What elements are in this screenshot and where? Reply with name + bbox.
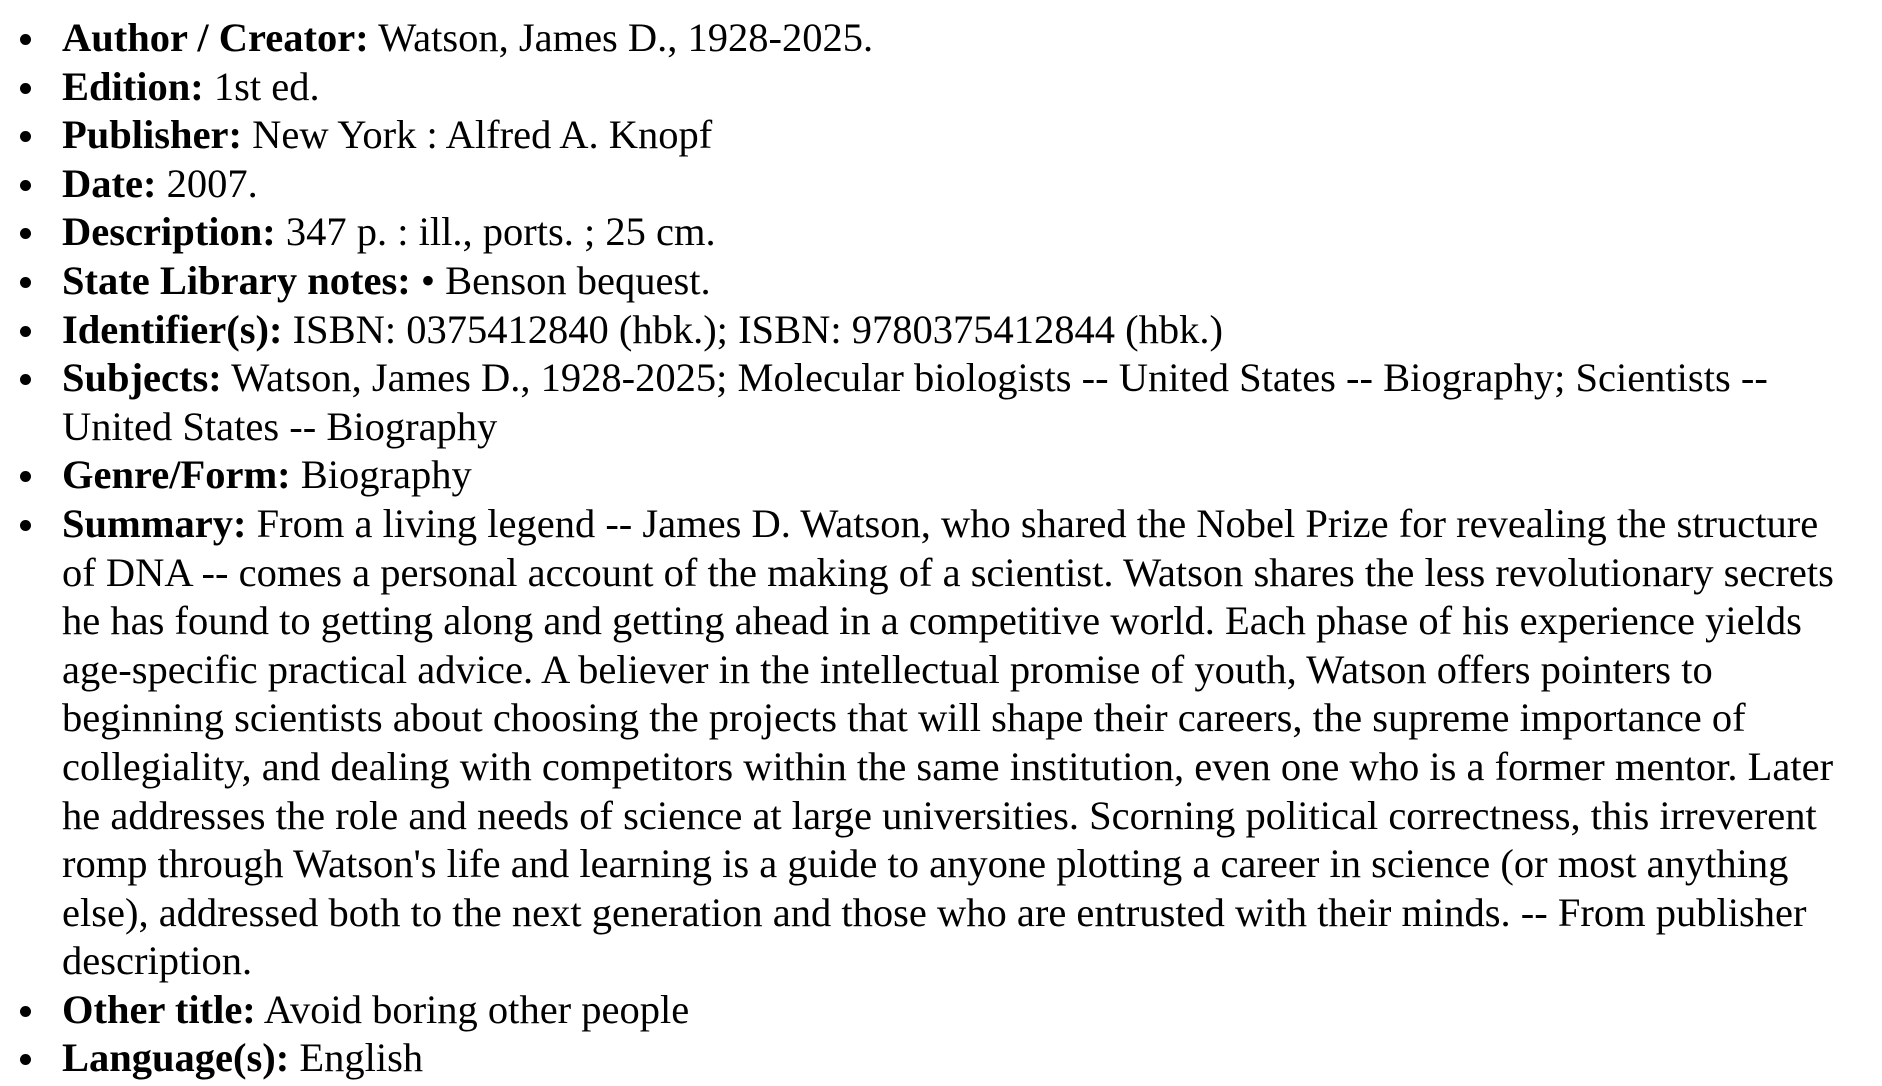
field-value: New York : Alfred A. Knopf xyxy=(252,112,713,158)
field-label: Summary: xyxy=(62,500,247,546)
field-date xyxy=(62,160,1862,209)
field-identifiers xyxy=(62,306,1862,355)
field-label: Language(s): xyxy=(62,1035,290,1081)
field-value: 2007. xyxy=(166,160,258,206)
field-value: Watson, James D., 1928-2025. xyxy=(378,15,874,60)
field-label: Other title: xyxy=(62,986,256,1032)
field-value: English xyxy=(299,1035,424,1081)
field-label: Edition: xyxy=(62,63,204,109)
field-label: Identifier(s): xyxy=(62,306,283,352)
field-label: Author / Creator: xyxy=(62,15,369,60)
field-publisher xyxy=(62,111,1862,160)
field-value: Avoid boring other people xyxy=(263,986,690,1032)
field-genre-form xyxy=(62,451,1862,500)
field-value: ISBN: 0375412840 (hbk.); ISBN: 9780375412844 (hbk.) xyxy=(292,306,1223,352)
field-languages xyxy=(62,1034,1862,1083)
field-description xyxy=(62,208,1862,257)
field-value: Biography xyxy=(300,452,472,498)
field-label: Subjects: xyxy=(62,355,222,401)
field-subjects xyxy=(62,354,1862,451)
field-other-title xyxy=(62,986,1862,1035)
field-label: Description: xyxy=(62,209,276,255)
field-value: From a living legend -- James D. Watson, who shared the Nobel Prize for revealing the structure of DNA -- comes a personal account of the making of a scientist. Watson shares the less revolutionary secrets he has found to getting along and getting ahead in a competitive world. Each phase of his experience yields age-specific practical advice. A believer in the intellectual promise of youth, Watson offers pointers to beginning scientists about choosing the projects that will shape their careers, the supreme importance of collegiality, and dealing with competitors within the same institution, even one who is a former mentor. Later he addresses the role and needs of science at large universities. Scorning political correctness, this irreverent romp through Watson's life and learning is a guide to anyone plotting a career in science (or most anything else), addressed both to the next generation and those who are entrusted with their minds. -- From publisher description. xyxy=(62,500,1834,984)
field-label: State Library notes: xyxy=(62,257,411,303)
field-summary xyxy=(62,500,1862,986)
field-edition xyxy=(62,63,1862,112)
field-label: Date: xyxy=(62,160,157,206)
record-details-list xyxy=(62,14,1862,1083)
field-value: 1st ed. xyxy=(213,63,320,109)
field-state-library-notes xyxy=(62,257,1862,306)
field-author-creator xyxy=(62,14,1862,63)
field-value: Watson, James D., 1928-2025; Molecular biologists -- United States -- Biography; Scientists -- United States -- Biography xyxy=(62,355,1768,449)
field-value: 347 p. : ill., ports. ; 25 cm. xyxy=(285,209,716,255)
field-label: Publisher: xyxy=(62,112,243,158)
field-value: • Benson bequest. xyxy=(420,257,711,303)
field-label: Genre/Form: xyxy=(62,452,291,498)
